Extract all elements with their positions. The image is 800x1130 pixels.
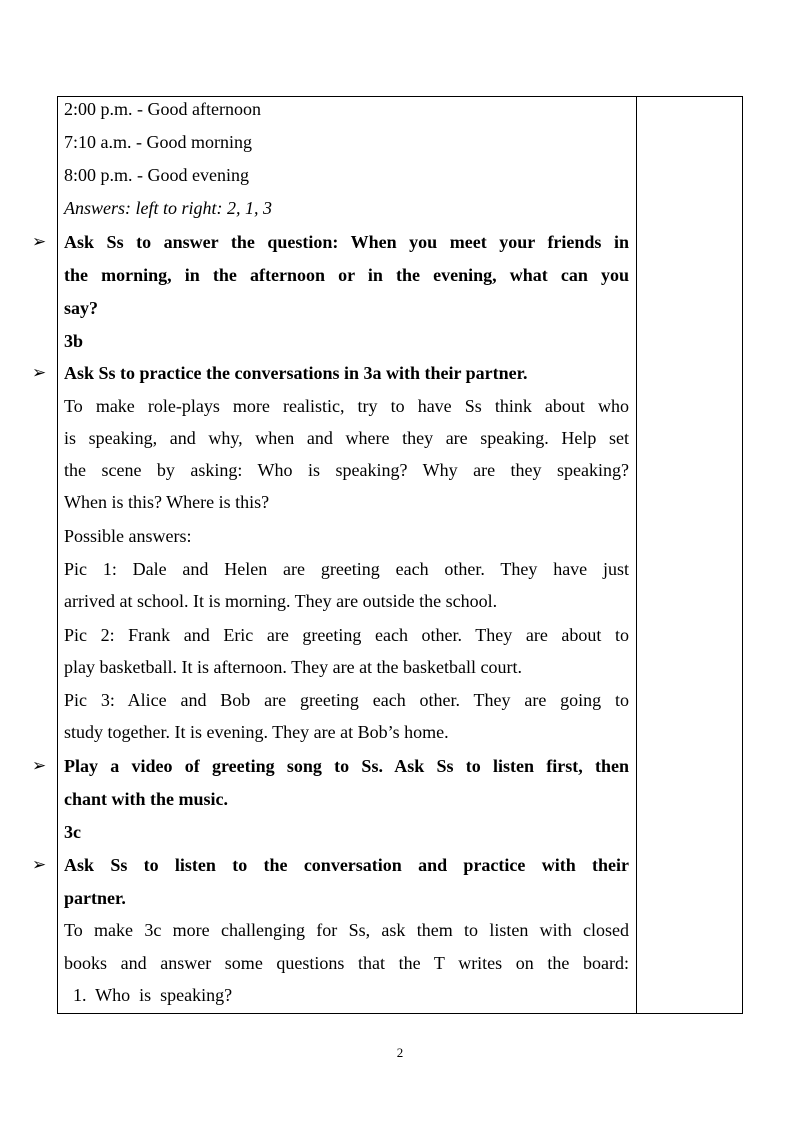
text-line: Ask Ss to practice the conversations in 3a with their partner.	[64, 363, 528, 383]
bullet-item	[32, 853, 629, 877]
text-line: play basketball. It is afternoon. They are at the basketball court.	[64, 657, 523, 677]
lesson-plan-table	[32, 96, 743, 1014]
text-line: Pic 2: Frank and Eric are greeting each other. They are about to	[64, 625, 629, 645]
numbered-question: 1. Who is speaking?	[64, 985, 233, 1005]
text-line: Ask Ss to listen to the conversation and practice with their	[64, 855, 629, 875]
arrow-bullet-icon: ➢	[32, 756, 47, 776]
text-line: 7:10 a.m. - Good morning	[64, 132, 252, 152]
text-line: Pic 1: Dale and Helen are greeting each other. They have just	[64, 559, 629, 579]
arrow-bullet-icon: ➢	[32, 232, 47, 252]
arrow-bullet-icon: ➢	[32, 363, 47, 383]
text-line: To make 3c more challenging for Ss, ask them to listen with closed	[64, 920, 629, 940]
text-line: To make role-plays more realistic, try to have Ss think about who	[64, 396, 629, 416]
text-line: study together. It is evening. They are at Bob’s home.	[64, 722, 449, 742]
text-line: chant with the music.	[64, 789, 229, 809]
text-line: the morning, in the afternoon or in the evening, what can you	[64, 265, 629, 285]
section-heading-3b: 3b	[64, 331, 84, 351]
text-line: Pic 3: Alice and Bob are greeting each other. They are going to	[64, 690, 629, 710]
section-heading-3c: 3c	[64, 822, 81, 842]
bullet-item	[32, 230, 629, 254]
text-line: say?	[64, 298, 99, 318]
text-line: 2:00 p.m. - Good afternoon	[64, 99, 261, 119]
text-line: When is this? Where is this?	[64, 492, 270, 512]
page-number: 2	[396, 1045, 404, 1060]
text-line: Play a video of greeting song to Ss. Ask Ss to listen first, then	[64, 756, 629, 776]
text-line: 8:00 p.m. - Good evening	[64, 165, 249, 185]
text-line: Ask Ss to answer the question: When you meet your friends in	[64, 232, 629, 252]
column-divider	[636, 97, 637, 1013]
text-line: Possible answers:	[64, 526, 192, 546]
text-line: the scene by asking: Who is speaking? Why are they speaking?	[64, 460, 629, 480]
bullet-item	[32, 361, 629, 385]
text-line: is speaking, and why, when and where they are speaking. Help set	[64, 428, 629, 448]
arrow-bullet-icon: ➢	[32, 855, 47, 875]
text-line: arrived at school. It is morning. They are outside the school.	[64, 591, 498, 611]
bullet-item	[32, 754, 629, 778]
text-line: books and answer some questions that the T writes on the board:	[64, 953, 629, 973]
text-line: partner.	[64, 888, 126, 908]
answers-line: Answers: left to right: 2, 1, 3	[64, 198, 272, 218]
